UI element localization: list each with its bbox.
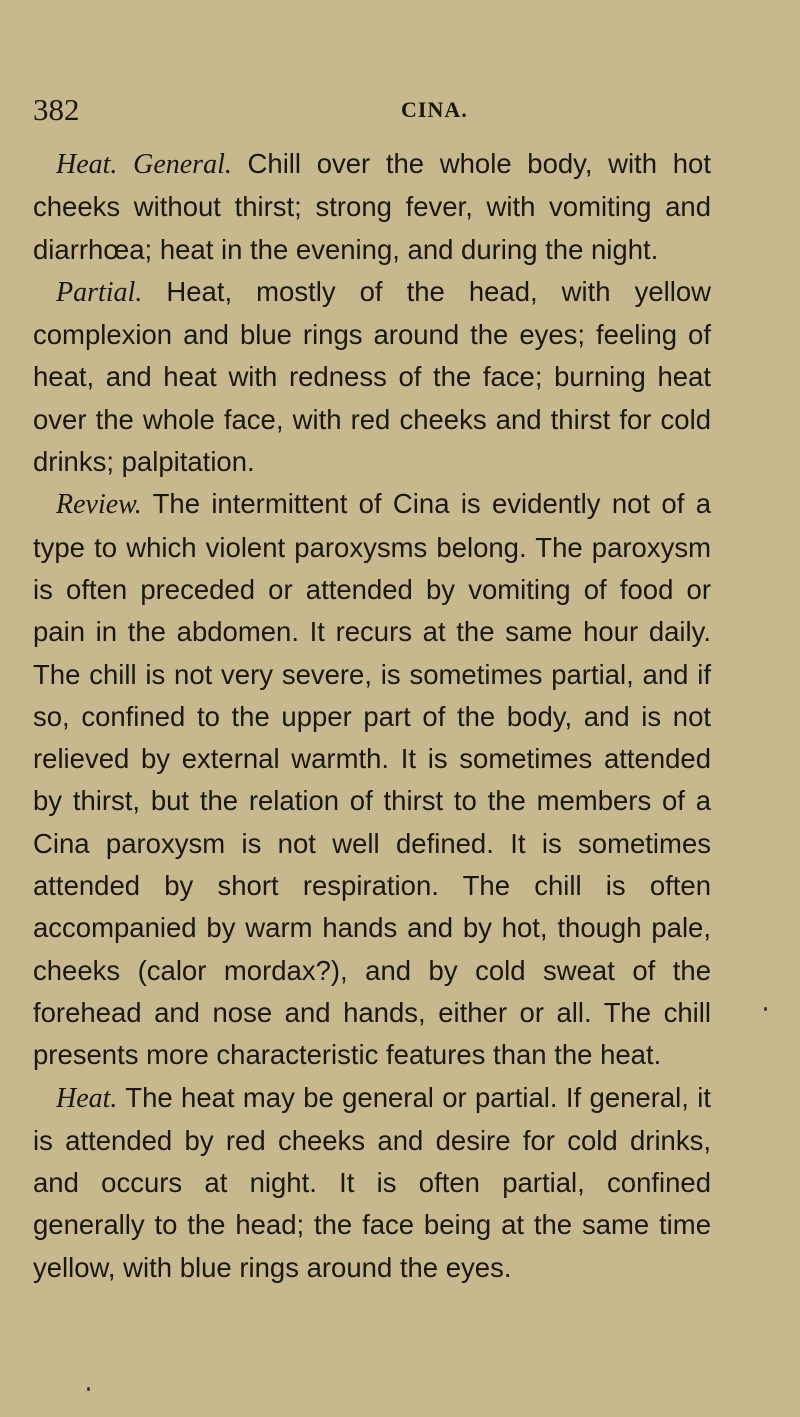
paragraph-text: The intermittent of Cina is evidently not of a type to which violent paroxysms belong. The paroxysm is often preceded or attended by vomiting of food or pain in the abdomen. It recurs at the same hour daily. The chill is not very severe, is sometimes partial, and if so, confined to the upper part of the body, and is not relieved by external warmth. It is sometimes attended by thirst, but the relation of thirst to the members of a Cina paroxysm is not well defined. It is sometimes attended by short respiration. The chill is often accompanied by warm hands and by hot, though pale, cheeks (calor mordax?), and by cold sweat of the forehead and nose and hands, either or all. The chill presents more characteristic features than the heat.	[33, 488, 711, 1071]
paragraph-lead: Heat.	[56, 149, 118, 180]
paragraph-text: Heat, mostly of the head, with yellow complexion and blue rings around the eyes; feeling of heat, and heat with redness of the face; burning heat over the whole face, with red cheeks and thirst for cold drinks; palpitation.	[33, 275, 712, 478]
paragraph-heat-general	[33, 143, 711, 271]
paragraph-text: The heat may be general or partial. If general, it is attended by red cheeks and desire for cold drinks, and occurs at night. It is often partial, confined generally to the head; the face being at the same time yellow, with blue rings around the eyes.	[33, 1081, 711, 1283]
paper-speck	[87, 1387, 90, 1391]
page-number: 382	[33, 92, 80, 127]
paragraph-lead: Heat.	[56, 1082, 118, 1114]
page-header	[33, 90, 733, 130]
paragraph-lead: Partial.	[56, 276, 143, 308]
paragraph-partial	[33, 271, 711, 483]
paragraph-heat	[33, 1077, 711, 1289]
paragraph-lead: General.	[133, 149, 232, 180]
running-head: CINA.	[401, 97, 468, 122]
paragraph-review	[33, 483, 711, 1076]
paper-speck	[764, 1007, 767, 1011]
paragraph-lead: Review.	[56, 489, 142, 521]
body-text	[33, 143, 711, 1289]
paragraph-text: Chill over the whole body, with hot cheeks without thirst; strong fever, with vomiting and diarrhœa; heat in the evening, and during the night.	[33, 148, 711, 265]
